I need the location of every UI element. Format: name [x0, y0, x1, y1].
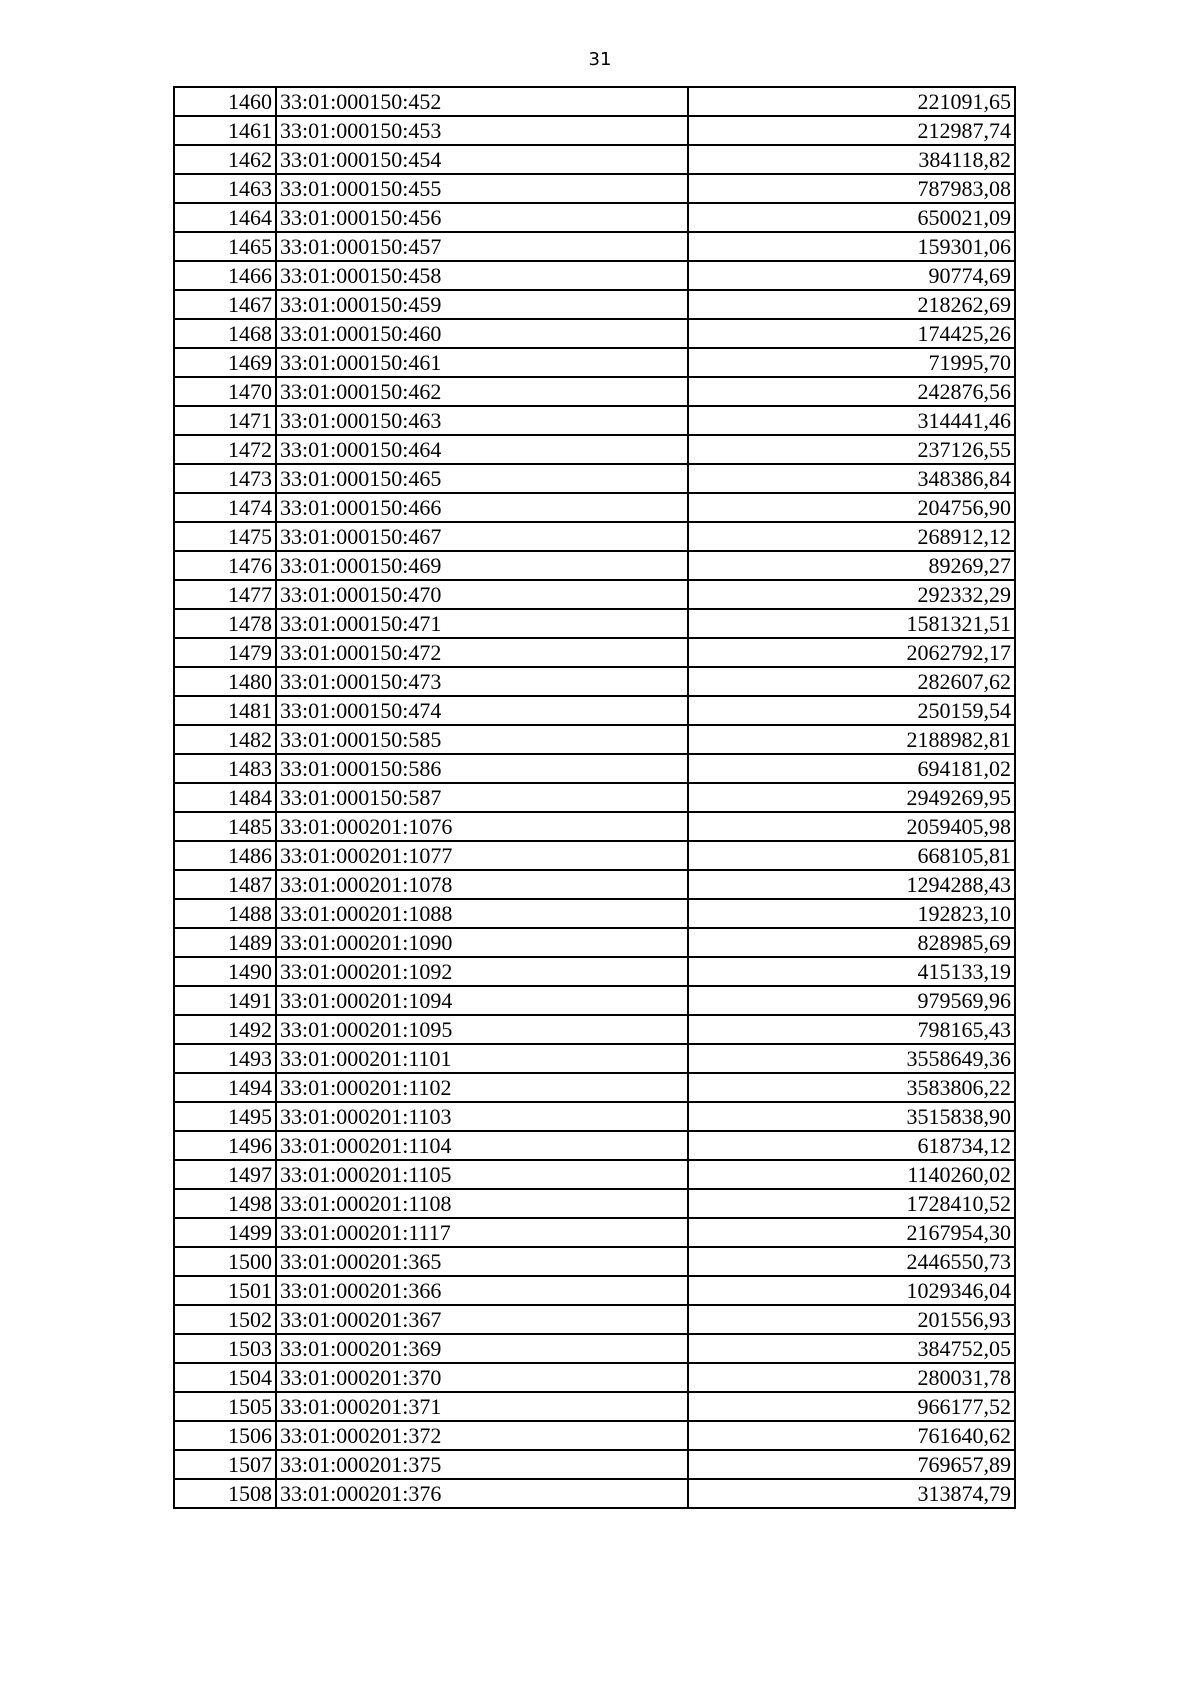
cadastral-value-cell: 3558649,36 — [688, 1044, 1015, 1073]
table-row — [174, 1392, 1015, 1421]
table-row — [174, 493, 1015, 522]
table-row — [174, 696, 1015, 725]
cadastral-value-cell: 1140260,02 — [688, 1160, 1015, 1189]
cadastral-value-cell: 668105,81 — [688, 841, 1015, 870]
cadastral-value-cell: 159301,06 — [688, 232, 1015, 261]
cadastral-number-cell: 33:01:000201:1092 — [276, 957, 688, 986]
cadastral-number-cell: 33:01:000150:469 — [276, 551, 688, 580]
row-number-cell: 1469 — [174, 348, 276, 377]
cadastral-value-cell: 787983,08 — [688, 174, 1015, 203]
cadastral-number-cell: 33:01:000201:1077 — [276, 841, 688, 870]
cadastral-value-table — [173, 86, 1016, 1509]
cadastral-value-cell: 71995,70 — [688, 348, 1015, 377]
table-row — [174, 1334, 1015, 1363]
cadastral-number-cell: 33:01:000201:1094 — [276, 986, 688, 1015]
cadastral-value-cell: 218262,69 — [688, 290, 1015, 319]
cadastral-number-cell: 33:01:000150:461 — [276, 348, 688, 377]
row-number-cell: 1506 — [174, 1421, 276, 1450]
cadastral-value-cell: 314441,46 — [688, 406, 1015, 435]
table-row — [174, 638, 1015, 667]
cadastral-number-cell: 33:01:000150:473 — [276, 667, 688, 696]
cadastral-value-cell: 2188982,81 — [688, 725, 1015, 754]
cadastral-number-cell: 33:01:000150:460 — [276, 319, 688, 348]
cadastral-number-cell: 33:01:000201:375 — [276, 1450, 688, 1479]
page-number: 31 — [588, 49, 612, 70]
row-number-cell: 1482 — [174, 725, 276, 754]
cadastral-number-cell: 33:01:000201:376 — [276, 1479, 688, 1508]
cadastral-number-cell: 33:01:000150:464 — [276, 435, 688, 464]
cadastral-value-cell: 694181,02 — [688, 754, 1015, 783]
cadastral-number-cell: 33:01:000150:453 — [276, 116, 688, 145]
cadastral-value-cell: 221091,65 — [688, 87, 1015, 116]
cadastral-value-cell: 90774,69 — [688, 261, 1015, 290]
table-row — [174, 348, 1015, 377]
table-row — [174, 1305, 1015, 1334]
table-row — [174, 986, 1015, 1015]
row-number-cell: 1468 — [174, 319, 276, 348]
cadastral-value-cell: 2167954,30 — [688, 1218, 1015, 1247]
table-row — [174, 725, 1015, 754]
cadastral-number-cell: 33:01:000201:1088 — [276, 899, 688, 928]
row-number-cell: 1505 — [174, 1392, 276, 1421]
row-number-cell: 1463 — [174, 174, 276, 203]
table-row — [174, 870, 1015, 899]
cadastral-number-cell: 33:01:000150:454 — [276, 145, 688, 174]
table-row — [174, 1102, 1015, 1131]
cadastral-number-cell: 33:01:000201:372 — [276, 1421, 688, 1450]
cadastral-value-cell: 2949269,95 — [688, 783, 1015, 812]
cadastral-number-cell: 33:01:000150:457 — [276, 232, 688, 261]
cadastral-value-cell: 1728410,52 — [688, 1189, 1015, 1218]
row-number-cell: 1464 — [174, 203, 276, 232]
row-number-cell: 1496 — [174, 1131, 276, 1160]
cadastral-value-cell: 2446550,73 — [688, 1247, 1015, 1276]
table-row — [174, 1450, 1015, 1479]
table-row — [174, 87, 1015, 116]
row-number-cell: 1475 — [174, 522, 276, 551]
row-number-cell: 1472 — [174, 435, 276, 464]
table-row — [174, 377, 1015, 406]
cadastral-value-cell: 89269,27 — [688, 551, 1015, 580]
cadastral-number-cell: 33:01:000201:1104 — [276, 1131, 688, 1160]
cadastral-number-cell: 33:01:000201:369 — [276, 1334, 688, 1363]
cadastral-number-cell: 33:01:000150:455 — [276, 174, 688, 203]
cadastral-value-cell: 828985,69 — [688, 928, 1015, 957]
row-number-cell: 1507 — [174, 1450, 276, 1479]
cadastral-value-cell: 212987,74 — [688, 116, 1015, 145]
cadastral-number-cell: 33:01:000201:1105 — [276, 1160, 688, 1189]
cadastral-number-cell: 33:01:000201:365 — [276, 1247, 688, 1276]
cadastral-value-cell: 201556,93 — [688, 1305, 1015, 1334]
table-row — [174, 232, 1015, 261]
cadastral-value-cell: 618734,12 — [688, 1131, 1015, 1160]
table-row — [174, 145, 1015, 174]
cadastral-value-cell: 268912,12 — [688, 522, 1015, 551]
cadastral-value-cell: 1029346,04 — [688, 1276, 1015, 1305]
cadastral-value-cell: 769657,89 — [688, 1450, 1015, 1479]
table-row — [174, 116, 1015, 145]
table-row — [174, 464, 1015, 493]
cadastral-number-cell: 33:01:000150:462 — [276, 377, 688, 406]
row-number-cell: 1499 — [174, 1218, 276, 1247]
cadastral-value-cell: 966177,52 — [688, 1392, 1015, 1421]
cadastral-value-cell: 237126,55 — [688, 435, 1015, 464]
table-row — [174, 290, 1015, 319]
cadastral-value-cell: 242876,56 — [688, 377, 1015, 406]
row-number-cell: 1500 — [174, 1247, 276, 1276]
row-number-cell: 1490 — [174, 957, 276, 986]
cadastral-number-cell: 33:01:000150:458 — [276, 261, 688, 290]
table-row — [174, 841, 1015, 870]
row-number-cell: 1465 — [174, 232, 276, 261]
row-number-cell: 1494 — [174, 1073, 276, 1102]
cadastral-number-cell: 33:01:000201:1117 — [276, 1218, 688, 1247]
cadastral-value-cell: 415133,19 — [688, 957, 1015, 986]
table-row — [174, 1044, 1015, 1073]
cadastral-number-cell: 33:01:000201:366 — [276, 1276, 688, 1305]
table-row — [174, 1131, 1015, 1160]
row-number-cell: 1478 — [174, 609, 276, 638]
row-number-cell: 1486 — [174, 841, 276, 870]
table-row — [174, 1276, 1015, 1305]
row-number-cell: 1462 — [174, 145, 276, 174]
row-number-cell: 1460 — [174, 87, 276, 116]
table-row — [174, 899, 1015, 928]
row-number-cell: 1489 — [174, 928, 276, 957]
cadastral-number-cell: 33:01:000150:585 — [276, 725, 688, 754]
row-number-cell: 1491 — [174, 986, 276, 1015]
cadastral-value-cell: 3515838,90 — [688, 1102, 1015, 1131]
cadastral-value-cell: 313874,79 — [688, 1479, 1015, 1508]
cadastral-number-cell: 33:01:000201:1095 — [276, 1015, 688, 1044]
cadastral-number-cell: 33:01:000150:467 — [276, 522, 688, 551]
cadastral-number-cell: 33:01:000201:370 — [276, 1363, 688, 1392]
table-row — [174, 1479, 1015, 1508]
row-number-cell: 1492 — [174, 1015, 276, 1044]
cadastral-number-cell: 33:01:000201:1108 — [276, 1189, 688, 1218]
cadastral-value-cell: 192823,10 — [688, 899, 1015, 928]
table-row — [174, 1189, 1015, 1218]
cadastral-number-cell: 33:01:000201:1102 — [276, 1073, 688, 1102]
table-row — [174, 1015, 1015, 1044]
table-body — [174, 87, 1015, 1508]
row-number-cell: 1501 — [174, 1276, 276, 1305]
cadastral-number-cell: 33:01:000201:367 — [276, 1305, 688, 1334]
row-number-cell: 1480 — [174, 667, 276, 696]
table-row — [174, 754, 1015, 783]
row-number-cell: 1484 — [174, 783, 276, 812]
row-number-cell: 1467 — [174, 290, 276, 319]
table-row — [174, 551, 1015, 580]
table-row — [174, 174, 1015, 203]
cadastral-number-cell: 33:01:000201:1076 — [276, 812, 688, 841]
cadastral-number-cell: 33:01:000201:1078 — [276, 870, 688, 899]
cadastral-value-cell: 1294288,43 — [688, 870, 1015, 899]
row-number-cell: 1508 — [174, 1479, 276, 1508]
table-row — [174, 522, 1015, 551]
cadastral-number-cell: 33:01:000201:371 — [276, 1392, 688, 1421]
cadastral-number-cell: 33:01:000150:474 — [276, 696, 688, 725]
cadastral-number-cell: 33:01:000150:471 — [276, 609, 688, 638]
cadastral-value-cell: 384752,05 — [688, 1334, 1015, 1363]
table-row — [174, 406, 1015, 435]
table-row — [174, 203, 1015, 232]
table-row — [174, 1421, 1015, 1450]
row-number-cell: 1503 — [174, 1334, 276, 1363]
table-row — [174, 435, 1015, 464]
row-number-cell: 1504 — [174, 1363, 276, 1392]
row-number-cell: 1477 — [174, 580, 276, 609]
row-number-cell: 1497 — [174, 1160, 276, 1189]
row-number-cell: 1493 — [174, 1044, 276, 1073]
row-number-cell: 1479 — [174, 638, 276, 667]
cadastral-value-cell: 204756,90 — [688, 493, 1015, 522]
table-row — [174, 1160, 1015, 1189]
row-number-cell: 1471 — [174, 406, 276, 435]
cadastral-number-cell: 33:01:000150:459 — [276, 290, 688, 319]
row-number-cell: 1483 — [174, 754, 276, 783]
row-number-cell: 1476 — [174, 551, 276, 580]
cadastral-value-cell: 292332,29 — [688, 580, 1015, 609]
cadastral-value-cell: 282607,62 — [688, 667, 1015, 696]
row-number-cell: 1498 — [174, 1189, 276, 1218]
cadastral-value-cell: 174425,26 — [688, 319, 1015, 348]
cadastral-number-cell: 33:01:000150:452 — [276, 87, 688, 116]
cadastral-value-cell: 384118,82 — [688, 145, 1015, 174]
cadastral-value-cell: 280031,78 — [688, 1363, 1015, 1392]
cadastral-number-cell: 33:01:000150:586 — [276, 754, 688, 783]
cadastral-value-cell: 2059405,98 — [688, 812, 1015, 841]
row-number-cell: 1502 — [174, 1305, 276, 1334]
row-number-cell: 1481 — [174, 696, 276, 725]
cadastral-number-cell: 33:01:000201:1101 — [276, 1044, 688, 1073]
cadastral-number-cell: 33:01:000150:456 — [276, 203, 688, 232]
table-row — [174, 609, 1015, 638]
table-row — [174, 1247, 1015, 1276]
cadastral-number-cell: 33:01:000201:1103 — [276, 1102, 688, 1131]
table-row — [174, 261, 1015, 290]
table-row — [174, 928, 1015, 957]
cadastral-number-cell: 33:01:000201:1090 — [276, 928, 688, 957]
cadastral-number-cell: 33:01:000150:587 — [276, 783, 688, 812]
cadastral-number-cell: 33:01:000150:463 — [276, 406, 688, 435]
cadastral-value-cell: 979569,96 — [688, 986, 1015, 1015]
cadastral-value-cell: 761640,62 — [688, 1421, 1015, 1450]
table-row — [174, 1363, 1015, 1392]
row-number-cell: 1473 — [174, 464, 276, 493]
row-number-cell: 1474 — [174, 493, 276, 522]
cadastral-value-cell: 250159,54 — [688, 696, 1015, 725]
cadastral-value-cell: 1581321,51 — [688, 609, 1015, 638]
table-row — [174, 783, 1015, 812]
cadastral-number-cell: 33:01:000150:465 — [276, 464, 688, 493]
table-row — [174, 812, 1015, 841]
row-number-cell: 1488 — [174, 899, 276, 928]
table-row — [174, 319, 1015, 348]
table-row — [174, 1218, 1015, 1247]
row-number-cell: 1461 — [174, 116, 276, 145]
cadastral-number-cell: 33:01:000150:472 — [276, 638, 688, 667]
row-number-cell: 1495 — [174, 1102, 276, 1131]
cadastral-value-cell: 650021,09 — [688, 203, 1015, 232]
table-row — [174, 957, 1015, 986]
table-row — [174, 580, 1015, 609]
cadastral-number-cell: 33:01:000150:466 — [276, 493, 688, 522]
table-row — [174, 1073, 1015, 1102]
row-number-cell: 1470 — [174, 377, 276, 406]
cadastral-number-cell: 33:01:000150:470 — [276, 580, 688, 609]
cadastral-value-cell: 2062792,17 — [688, 638, 1015, 667]
cadastral-value-cell: 348386,84 — [688, 464, 1015, 493]
row-number-cell: 1485 — [174, 812, 276, 841]
cadastral-value-cell: 798165,43 — [688, 1015, 1015, 1044]
row-number-cell: 1487 — [174, 870, 276, 899]
cadastral-value-cell: 3583806,22 — [688, 1073, 1015, 1102]
row-number-cell: 1466 — [174, 261, 276, 290]
table-row — [174, 667, 1015, 696]
